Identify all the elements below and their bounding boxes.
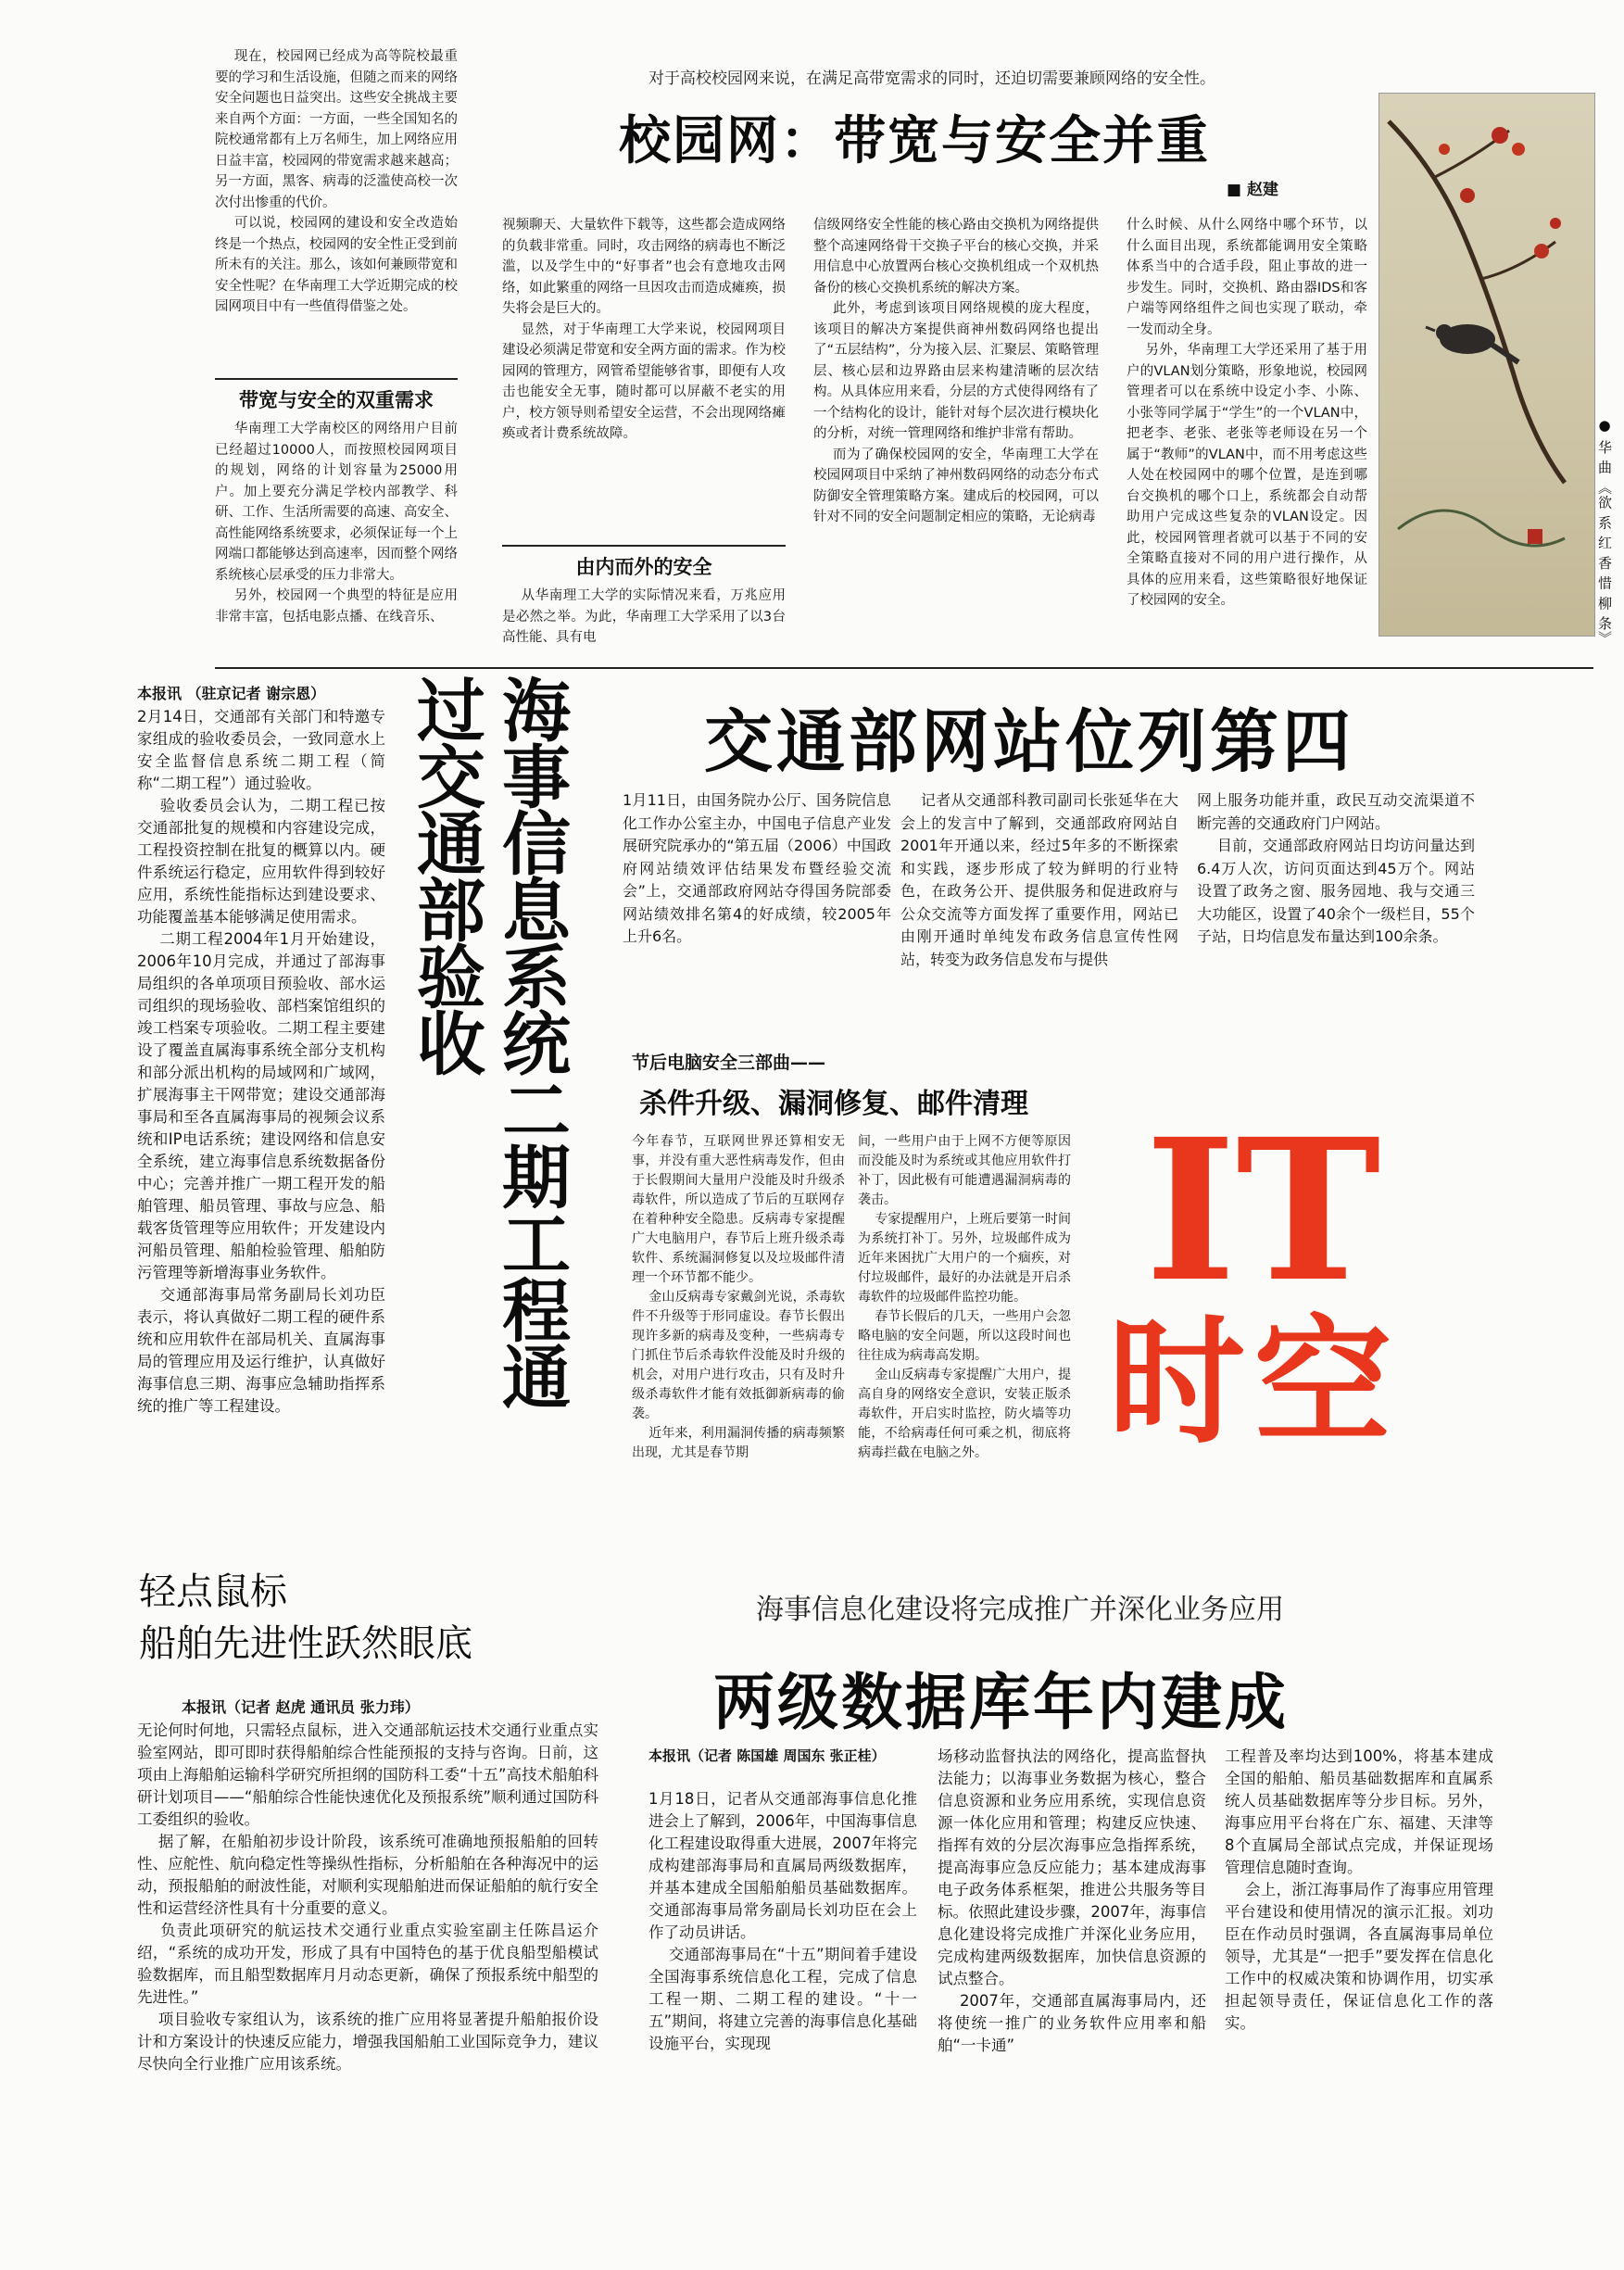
- divider: [215, 667, 1593, 669]
- a3-col1: 1月11日，由国务院办公厅、国务院信息化工作办公室主办，中国电子信息产业发展研究院承办的“第五届（2006）中国政府网站绩效评估结果发布暨经验交流会”上，交通部政府网站夺得国务院部委网站绩效排名第4的好成绩，较2005年上升6名。: [623, 791, 891, 945]
- a1-byline: ■ 赵建: [1227, 181, 1278, 199]
- a4-col2: 间，一些用户由于上网不方便等原因而没能及时为系统或其他应用软件打补丁，因此极有可能遭遇漏洞病毒的袭击。 专家提醒用户，上班后要第一时间为系统打补丁。另外，垃圾邮件成为近年来困扰广大用户的一个痼疾，对付垃圾邮件，最好的办法就是开启杀毒软件的垃圾邮件监控功能。 春节长假后的几天，一些用户会忽略电脑的安全问题，所以这段时间也往往成为病毒高发期。 金山反病毒专家提醒广大用户，提高自身的网络安全意识，安装正版杀毒软件，开启实时监控，防火墙等功能，不给病毒任何可乘之机，彻底将病毒拦截在电脑之外。: [858, 1134, 1071, 1460]
- a1-title: 校园网：带宽与安全并重: [619, 111, 1210, 171]
- a1-col4: 什么时候、从什么网络中哪个环节，以什么面目出现，系统都能调用安全策略体系当中的合适手段，阻止事故的进一步发生。同时，交换机、路由器IDS和客户端等网络组件之间也实现了联动，牵一发而动全身。 另外，华南理工大学还采用了基于用户的VLAN划分策略，形象地说，校园网管理者可以在系统中设定小李、小陈、小张等同学属于“学生”的一个VLAN中，把老李、老张、老张等老师设在另一个属于“教师”的VLAN中，而不用考虑这些人处在校园网中的哪个位置，是连到哪台交换机的哪个口上，系统都会自动帮助用户完成这些复杂的VLAN设定。因此，校园网管理者就可以基于不同的安全策略直接对不同的用户进行操作，从具体的应用来看，这些策略很好地保证了校园网的安全。: [1127, 218, 1367, 608]
- a1-subhead-1: 带宽与安全的双重需求: [215, 378, 458, 413]
- a3-col3: 网上服务功能并重，政民互动交流渠道不断完善的交通政府门户网站。 目前，交通部政府网站日均访问量达到6.4万人次，访问页面达到45万个。网站设置了政务之窗、服务园地、我与交通三大功能区，设置了40余个一级栏目，55个子站，日均信息发布量达到100余条。: [1197, 791, 1475, 945]
- a6-col3: 工程普及率均达到100%，将基本建成全国的船舶、船员基础数据库和直属系统人员基础数据库等分步目标。另外，海事应用平台将在广东、福建、天津等8个直属局全部试点完成，并保证现场管理信息随时查询。 会上，浙江海事局作了海事应用管理平台建设和使用情况的演示汇报。刘功臣在作动员时强调，各直属海事局单位领导，尤其是“一把手”要发挥在信息化工作中的权威决策和协调作用，切实承担起领导责任，保证信息化工作的落实。: [1225, 1747, 1493, 2032]
- a3-col2: 记者从交通部科教司副司长张延华在大会上的发言中了解到，交通部政府网站自2001年开通以来，经过5年多的不断探索和实践，逐步形成了较为鲜明的行业特色，在政务公开、提供服务和促进政府与公众交流等方面发挥了重要作用，网站已由刚开通时单纯发布政务信息宣传性网站，转变为政务信息发布与提供: [900, 791, 1178, 968]
- a1-subhead-2: 由内而外的安全: [502, 545, 786, 580]
- a1-col1: 现在，校园网已经成为高等院校最重要的学习和生活设施，但随之而来的网络安全问题也日益突出。这些安全挑战主要来自两个方面：一方面，一些全国知名的院校通常都有上万名师生，加上网络应用日益丰富，校园网的带宽需求越来越高；另一方面，黑客、病毒的泛滥使高校一次次付出惨重的代价。 可以说，校园网的建设和安全改造始终是一个热点，校园网的安全性正受到前所未有的关注。那么，该如何兼顾带宽和安全性呢？在华南理工大学近期完成的校园网项目中有一些值得借鉴之处。: [215, 49, 459, 314]
- a1-col2: 视频聊天、大量软件下载等，这些都会造成网络的负载非常重。同时，攻击网络的病毒也不断泛滥，以及学生中的“好事者”也会有意地攻击网络，如此繁重的网络一旦因攻击而造成瘫痪，损失将会是巨大的。 显然，对于华南理工大学来说，校园网项目建设必须满足带宽和安全两方面的需求。作为校园网的管理方，网管希望能够省事，即便有人攻击也能安全无事，随时都可以屏蔽不老实的用户，校方领导则希望安全运营，不会出现网络瘫痪或者计费系统故障。: [502, 218, 787, 441]
- a1-deck: 对于高校校园网来说，在满足高带宽需求的同时，还迫切需要兼顾网络的安全性。: [648, 69, 1215, 88]
- painting-caption: ● 华 曲 《欲 系 红 香 惜 柳 条》: [1596, 417, 1613, 646]
- a6-col2: 场移动监督执法的网络化，提高监督执法能力；以海事业务数据为核心，整合信息资源和业务应用系统，实现信息资源一体化应用和管理；构建反应快速、指挥有效的分层次海事应急指挥系统，提高海事应急反应能力；基本建成海事电子政务体系框架，推进公共服务等目标。依照此建设步骤，2007年，海事信息化建设将完成推广并深化业务应用，完成构建两级数据库，加快信息资源的试点整合。 2007年，交通部直属海事局内，还将使统一推广的业务软件应用率和船舶“一卡通”: [938, 1747, 1206, 2054]
- a1-col1b: 华南理工大学南校区的网络用户目前已经超过10000人，而按照校园网项目的规划，网络的计划容量为25000用户。加上要充分满足学校内部教学、科研、工作、生活所需要的高速、高安全、高性能网络系统要求，必须保证每一个上网端口都能够达到高速率，因而整个网络系统核心层承受的压力非常大。 另外，校园网一个典型的特征是应用非常丰富，包括电影点播、在线音乐、: [215, 422, 458, 624]
- a6-col1: 1月18日，记者从交通部海事信息化推进会上了解到，2006年，中国海事信息化工程建设取得重大进展，2007年将完成构建部海事局和直属局两级数据库，并基本建成全国船舶船员基础数据库。交通部海事局常务副局长刘功臣在会上作了动员讲话。 交通部海事局在“十五”期间着手建设全国海事系统信息化工程，完成了信息工程一期、二期工程的建设。“十一五”期间，将建立完善的海事信息化基础设施平台，实现现: [648, 1790, 917, 2052]
- a5-byline: 本报讯（记者 赵虎 通讯员 张力玮）: [182, 1698, 420, 1716]
- painting-image: [1379, 93, 1595, 637]
- a4-kicker: 节后电脑安全三部曲——: [632, 1053, 826, 1073]
- a1-col3: 信级网络安全性能的核心路由交换机为网络提供整个高速网络骨干交换子平台的核心交换，并采用信息中心放置两台核心交换机组成一个双机热备份的核心交换机系统的解决方案。 此外，考虑到该项目网络规模的庞大程度，该项目的解决方案提供商神州数码网络也提出了“五层结构”，分为接入层、汇聚层、策略管理层、核心层和边界路由层来构建清晰的层次结构。从具体应用来看，分层的方式使得网络有了一个结构化的设计，能针对每个层次进行模块化的分析，对统一管理网络和维护非常有帮助。 而为了确保校园网的安全，华南理工大学在校园网项目中采纳了神州数码网络的动态分布式防御安全管理策略方案。建成后的校园网，可以针对不同的安全问题制定相应的策略，无论病毒: [813, 218, 1099, 524]
- section-title-it: IT: [1145, 1096, 1381, 1325]
- a6-title: 两级数据库年内建成: [713, 1667, 1289, 1738]
- a6-deck: 海事信息化建设将完成推广并深化业务应用: [756, 1594, 1284, 1626]
- a5-title-1: 轻点鼠标: [139, 1570, 287, 1613]
- a1-col2b: 从华南理工大学的实际情况来看，万兆应用是必然之举。为此，华南理工大学采用了以3台高性能、具有电: [502, 588, 786, 645]
- a2-body: 2月14日，交通部有关部门和特邀专家组成的验收委员会，一致同意水上安全监督信息系统二期工程（简称“二期工程”）通过验收。 验收委员会认为，二期工程已按交通部批复的规模和内容建设完成，工程投资控制在批复的概算以内。硬件系统运行稳定，应用软件得到较好应用，系统性能指标达到建设要求、功能覆盖基本能够满足使用需求。 二期工程2004年1月开始建设，2006年10月完成，并通过了部海事局组织的各单项项目预验收、部水运司组织的现场验收、部档案馆组织的竣工档案专项验收。二期工程主要建设了覆盖直属海事系统全部分支机构和部分派出机构的局域网和广域网，扩展海事主干网带宽；建设交通部海事局和至各直属海事局的视频会议系统和IP电话系统；建设网络和信息安全系统，建立海事信息系统数据备份中心；完善并推广一期工程开发的船舶管理、船员管理、事故与应急、船载客货管理等应用软件；开发建设内河船员管理、船舶检验管理、船舶防污管理等新增海事业务软件。 交通部海事局常务副局长刘功臣表示，将认真做好二期工程的硬件系统和应用软件在部局机关、直属海事局的管理应用及运行维护，认真做好海事信息三期、海事应急辅助指挥系统的推广等工程建设。: [137, 708, 385, 1415]
- section-title-shikong: 时空: [1108, 1303, 1401, 1462]
- bird-on-branch-icon: [1379, 94, 1594, 636]
- a5-body: 无论何时何地，只需轻点鼠标，进入交通部航运技术交通行业重点实验室网站，即可即时获得船舶综合性能预报的支持与咨询。日前，这项由上海船舶运输科学研究所担纲的国防科工委“十五”高技术船舶科研计划项目——“船舶综合性能快速优化及预报系统”顺利通过国防科工委组织的验收。 据了解，在船舶初步设计阶段，该系统可准确地预报船舶的回转性、应舵性、航向稳定性等操纵性指标，分析船舶在各种海况中的运动，预报船舶的耐波性能，对顺利实现船舶进而保证船舶的航行安全性和运营经济性具有十分重要的意义。 负责此项研究的航运技术交通行业重点实验室副主任陈昌运介绍，“系统的成功开发，形成了具有中国特色的基于优良船型船模试验数据库，而且船型数据库月月动态更新，确保了预报系统中船型的先进性。” 项目验收专家组认为，该系统的推广应用将显著提升船舶报价设计和方案设计的快速反应能力，增强我国船舶工业国际竞争力，建议尽快向全行业推广应用该系统。: [137, 1721, 598, 2073]
- a6-byline: 本报讯（记者 陈国雄 周国东 张正桂）: [648, 1747, 886, 1764]
- a2-title: 海事信息系统二期工程通过交通部验收: [406, 675, 571, 1408]
- a2-byline: 本报讯 （驻京记者 谢宗恩）: [137, 685, 326, 702]
- a4-col1: 今年春节，互联网世界还算相安无事，并没有重大恶性病毒发作，但由于长假期间大量用户没能及时升级杀毒软件，所以造成了节后的互联网存在着种种安全隐患。反病毒专家提醒广大电脑用户，春节后上班升级杀毒软件、系统漏洞修复以及垃圾邮件清理一个环节都不能少。 金山反病毒专家戴剑光说，杀毒软件不升级等于形同虚设。春节长假出现许多新的病毒及变种，一些病毒专门抓住节后杀毒软件没能及时升级的机会，对用户进行攻击，只有及时升级杀毒软件才能有效抵御新病毒的偷袭。 近年来，利用漏洞传播的病毒频繁出现，尤其是春节期: [632, 1134, 845, 1460]
- a4-title: 杀件升级、漏洞修复、邮件清理: [639, 1088, 1028, 1120]
- a3-title: 交通部网站位列第四: [704, 702, 1354, 782]
- a5-title-2: 船舶先进性跃然眼底: [139, 1622, 472, 1665]
